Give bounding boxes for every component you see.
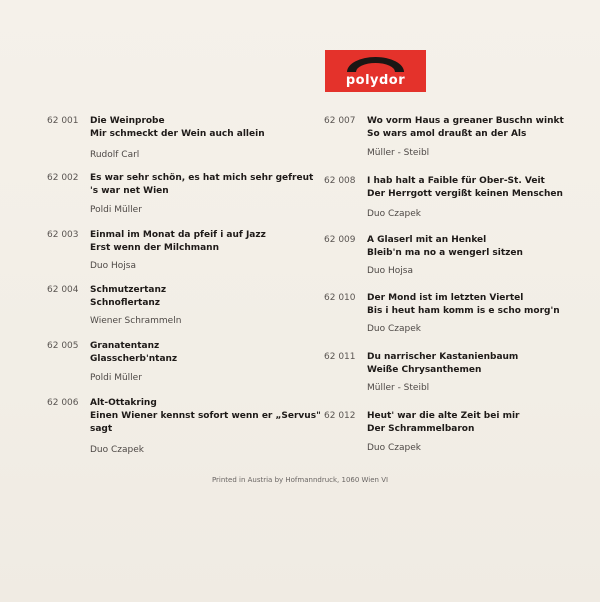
track-title: Du narrischer Kastanienbaum	[367, 352, 519, 362]
catalog-number: 62 002	[47, 173, 79, 183]
artist: Rudolf Carl	[90, 150, 140, 160]
artist: Duo Hojsa	[367, 266, 413, 276]
track-titles	[367, 351, 518, 377]
track-title: Glasscherb'ntanz	[90, 354, 178, 364]
track-titles	[367, 115, 564, 141]
track-titles	[367, 410, 519, 436]
track-title: A Glaserl mit an Henkel	[367, 235, 487, 245]
track-titles	[90, 229, 266, 255]
track-titles	[367, 234, 523, 260]
track-title: Bleib'n ma no a wengerl sitzen	[367, 248, 523, 258]
track-title: Wo vorm Haus a greaner Buschn winkt	[367, 116, 564, 126]
track-title: Einen Wiener kennst sofort wenn er „Servus"	[90, 411, 321, 421]
catalog-number: 62 010	[324, 293, 356, 303]
track-titles	[90, 115, 265, 141]
track-titles	[90, 172, 313, 198]
track-title: 's war net Wien	[90, 186, 169, 196]
logo-text: polydor	[345, 73, 406, 88]
artist: Duo Czapek	[367, 324, 421, 334]
track-title: Alt-Ottakring	[90, 398, 157, 408]
artist: Wiener Schrammeln	[90, 316, 182, 326]
catalog-number: 62 012	[324, 411, 356, 421]
catalog-number: 62 001	[47, 116, 79, 126]
track-title: Granatentanz	[90, 341, 160, 351]
track-title: Der Mond ist im letzten Viertel	[367, 293, 524, 303]
printer-credit: Printed in Austria by Hofmanndruck, 1060 Wien VI	[211, 476, 389, 484]
artist: Duo Czapek	[367, 209, 421, 219]
catalog-number: 62 005	[47, 341, 79, 351]
track-title: Es war sehr schön, es hat mich sehr gefreut	[90, 173, 314, 183]
track-title: Schnoflertanz	[90, 298, 161, 308]
track-title: Weiße Chrysanthemen	[367, 365, 482, 375]
track-title: sagt	[90, 424, 113, 434]
catalog-number: 62 011	[324, 352, 356, 362]
track-title: Bis i heut ham komm is e scho morg'n	[367, 306, 560, 316]
track-title: So wars amol draußt an der Als	[367, 129, 527, 139]
track-title: Die Weinprobe	[90, 116, 165, 126]
polydor-logo	[325, 50, 426, 92]
artist: Duo Czapek	[90, 445, 144, 455]
catalog-number: 62 009	[324, 235, 356, 245]
catalog-number: 62 007	[324, 116, 356, 126]
track-titles	[90, 284, 166, 310]
artist: Poldi Müller	[90, 373, 142, 383]
artist: Müller - Steibl	[367, 148, 430, 158]
track-titles	[90, 340, 177, 366]
catalog-number: 62 003	[47, 230, 79, 240]
track-title: Mir schmeckt der Wein auch allein	[90, 129, 265, 139]
track-titles	[367, 175, 563, 201]
catalog-number: 62 004	[47, 285, 79, 295]
track-title: Einmal im Monat da pfeif i auf Jazz	[90, 230, 266, 240]
track-title: Der Herrgott vergißt keinen Menschen	[367, 189, 563, 199]
track-titles	[90, 397, 321, 436]
catalog-number: 62 006	[47, 398, 79, 408]
track-title: Schmutzertanz	[90, 285, 167, 295]
artist: Müller - Steibl	[367, 383, 430, 393]
catalog-number: 62 008	[324, 176, 356, 186]
artist: Poldi Müller	[90, 205, 142, 215]
track-title: I hab halt a Faible für Ober-St. Veit	[367, 176, 545, 186]
artist: Duo Czapek	[367, 443, 421, 453]
track-titles	[367, 292, 560, 318]
artist: Duo Hojsa	[90, 261, 136, 271]
track-title: Heut' war die alte Zeit bei mir	[367, 411, 520, 421]
track-title: Der Schrammelbaron	[367, 424, 475, 434]
track-title: Erst wenn der Milchmann	[90, 243, 219, 253]
